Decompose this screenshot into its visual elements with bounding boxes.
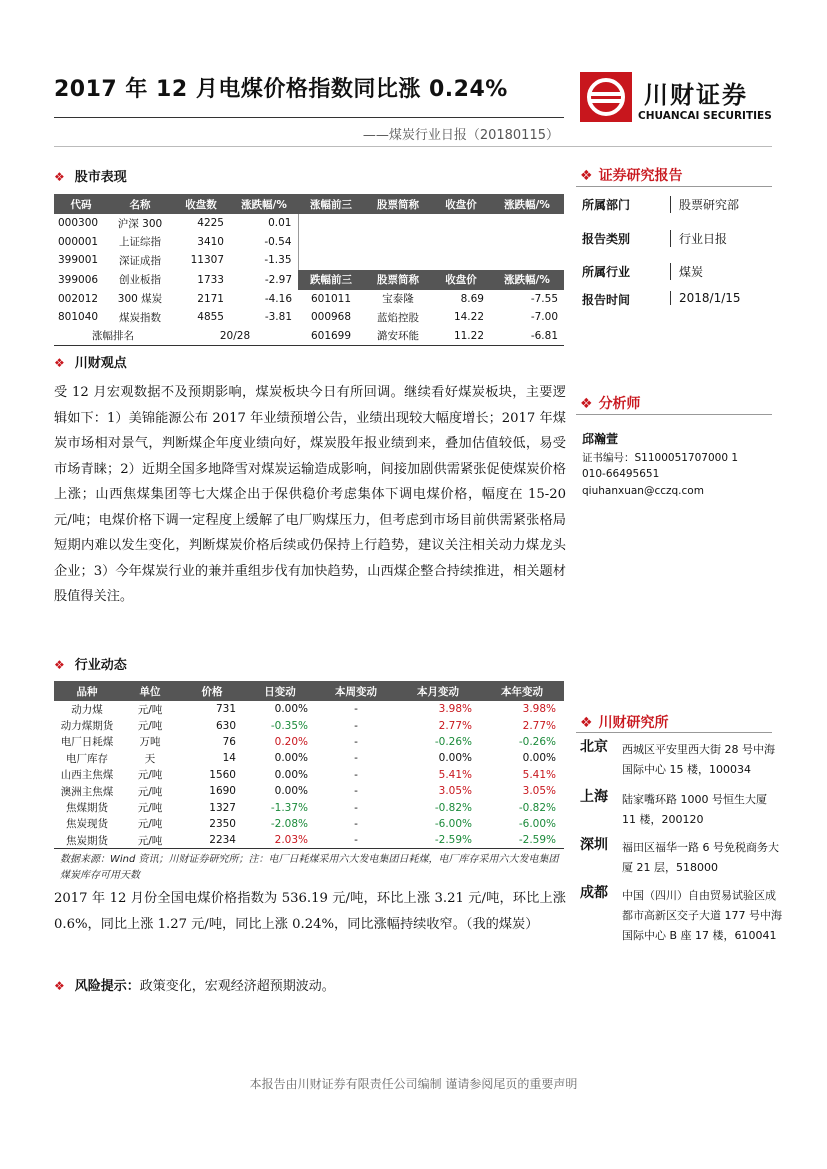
cell-price: 76 [222, 735, 236, 748]
table-row [54, 717, 564, 733]
section-market: ❖ 股市表现 [54, 170, 127, 185]
logo-english-name: CHUANCAI SECURITIES [638, 110, 772, 122]
cell-price: 1560 [209, 768, 236, 781]
cell-day: 0.20% [274, 735, 308, 748]
cell-week: - [354, 817, 358, 830]
cell-name: 焦煤期货 [66, 802, 108, 815]
cell-year: 2.77% [522, 719, 556, 732]
cell-price: 1327 [209, 801, 236, 814]
cell-week: - [354, 752, 358, 765]
col-header: 涨跌幅/% [490, 270, 564, 290]
company-logo-icon [580, 72, 632, 122]
cell-price: 731 [215, 703, 236, 716]
cell-week: - [354, 834, 358, 847]
cell-month: 2.77% [438, 719, 472, 732]
cell-price: 630 [215, 719, 236, 732]
col-header: 代码 [54, 194, 108, 214]
footer-disclaimer: 本报告由川财证券有限责任公司编制 谨请参阅尾页的重要声明 [249, 1077, 578, 1091]
price-paragraph: 2017 年 12 月份全国电煤价格指数为 536.19 元/吨，环比上涨 3.21 元/吨，环比上涨 0.6%，同比上涨 1.27 元/吨，同比上涨 0.24%，同比涨幅持续收窄。（我的煤炭） [54, 891, 566, 932]
header-rule [54, 146, 772, 147]
analyst-email[interactable]: qiuhanxuan@cczq.com [582, 485, 704, 497]
cell-week: - [354, 785, 358, 798]
table-row: 000300 沪深 300 4225 0.01 [54, 214, 564, 233]
diamond-bullet-icon: ❖ [580, 715, 593, 731]
col-header: 涨跌幅/% [230, 194, 298, 214]
cell-year: 3.98% [522, 703, 556, 716]
cell-day: 0.00% [274, 703, 308, 716]
cell-month: -2.59% [434, 834, 472, 847]
cell-unit: 元/吨 [137, 769, 163, 782]
title-rule [54, 117, 564, 118]
sidebar-analyst-head: ❖ 分析师 [580, 396, 641, 412]
cell-unit: 元/吨 [137, 720, 163, 733]
col-header: 品种 [54, 681, 120, 701]
cell-month: -0.26% [434, 735, 472, 748]
info-value: 股票研究部 [670, 196, 739, 213]
col-header: 收盘价 [432, 194, 490, 214]
table-row [54, 767, 564, 783]
col-header: 涨幅前三 [298, 194, 364, 214]
office-city: 北京 [580, 739, 608, 755]
cell-unit: 元/吨 [137, 818, 163, 831]
cell-unit: 元/吨 [137, 703, 163, 716]
table-row [54, 701, 564, 717]
cell-day: -2.08% [270, 817, 308, 830]
diamond-bullet-icon: ❖ [54, 979, 65, 993]
cell-month: 3.05% [438, 785, 472, 798]
sidebar-institute-head: ❖ 川财研究所 [580, 715, 669, 731]
diamond-bullet-icon: ❖ [580, 396, 593, 412]
cell-price: 1690 [209, 785, 236, 798]
cell-name: 山西主焦煤 [60, 769, 114, 782]
office-address: 陆家嘴环路 1000 号恒生大厦 11 楼，200120 [622, 793, 767, 826]
section-views: ❖ 川财观点 [54, 356, 127, 371]
cell-day: 0.00% [274, 752, 308, 765]
info-value: 2018/1/15 [670, 291, 741, 305]
cell-unit: 元/吨 [137, 802, 163, 815]
cell-year: -0.82% [518, 801, 556, 814]
cell-name: 动力煤期货 [60, 720, 114, 733]
col-header: 涨跌幅/% [490, 194, 564, 214]
cell-price: 2234 [209, 834, 236, 847]
office-city: 成都 [580, 885, 608, 901]
rank-label: 涨幅排名 [92, 330, 134, 342]
cell-day: 0.00% [274, 768, 308, 781]
col-header: 本年变动 [480, 681, 564, 701]
office-city: 深圳 [580, 837, 608, 853]
analyst-name: 邱瀚萱 [582, 432, 619, 446]
table-row: 801040 煤炭指数 4855 -3.81 000968 蓝焰控股 14.22 -7.00 [58, 311, 558, 324]
cell-unit: 元/吨 [137, 834, 163, 847]
info-label: 所属行业 [582, 265, 631, 279]
table-row [54, 816, 564, 832]
cell-name: 电厂库存 [66, 752, 108, 765]
cell-day: 2.03% [274, 834, 308, 847]
cell-year: 5.41% [522, 768, 556, 781]
office-city: 上海 [580, 789, 608, 805]
info-label: 报告时间 [582, 293, 631, 307]
cell-price: 2350 [209, 817, 236, 830]
info-label: 报告类别 [582, 232, 631, 246]
cell-name: 电厂日耗煤 [60, 736, 114, 749]
cell-month: -6.00% [434, 817, 472, 830]
cell-name: 动力煤 [71, 703, 103, 716]
cell-month: 5.41% [438, 768, 472, 781]
section-industry: ❖ 行业动态 [54, 658, 127, 673]
office-address: 西城区平安里西大街 28 号中海国际中心 15 楼，100034 [622, 743, 775, 776]
col-header: 单位 [120, 681, 180, 701]
table-row [54, 750, 564, 766]
table-row: 399006 创业板指 1733 -2.97 跌幅前三 股票简称 收盘价 涨跌幅/% [54, 270, 564, 290]
table-row: 399001 深证成指 11307 -1.35 [54, 251, 564, 270]
cell-day: -1.37% [270, 801, 308, 814]
cell-day: 0.00% [274, 785, 308, 798]
analyst-phone: 010-66495651 [582, 468, 660, 480]
col-header: 本月变动 [396, 681, 480, 701]
col-header: 收盘数 [172, 194, 230, 214]
industry-table [54, 681, 564, 849]
cell-year: -0.26% [518, 735, 556, 748]
col-header: 股票简称 [364, 194, 432, 214]
sidebar-report-head: ❖ 证券研究报告 [580, 168, 683, 184]
cell-week: - [354, 801, 358, 814]
table-row [54, 734, 564, 750]
cell-day: -0.35% [270, 719, 308, 732]
col-header: 价格 [180, 681, 244, 701]
cell-week: - [354, 768, 358, 781]
views-paragraph: 受 12 月宏观数据不及预期影响，煤炭板块今日有所回调。继续看好煤炭板块，主要逻辑如下：1）美锦能源公布 2017 年业绩预增公告，业绩出现较大幅度增长；2017 年煤炭市场相对景气，判断煤企年度业绩向好，煤炭股年报业绩到来，叠加估值较低，易受市场青睐；2）近期全国多地降雪对煤炭运输造成影响，间接加剧供需紧张促使煤炭价格上涨；山西焦煤集团等七大煤企出于保供稳价考虑集体下调电煤价格，幅度在 15-20 元/吨；电煤价格下调一定程度上缓解了电厂购煤压力，但考虑到市场目前供需紧张格局短期内难以发生变化，判断煤炭价格后续或仍保持上行趋势，建议关注相关动力煤龙头企业；3）今年煤炭行业的兼并重组步伐有加快趋势，山西煤企整合持续推进，相关题材股值得关注。 [54, 385, 566, 604]
info-label: 所属部门 [582, 198, 631, 212]
col-header: 跌幅前三 [298, 270, 364, 290]
col-header: 本周变动 [316, 681, 396, 701]
market-table-header [54, 194, 564, 214]
logo-name: 川财证券 [644, 81, 748, 109]
diamond-bullet-icon: ❖ [580, 168, 593, 184]
risk-warning: ❖ 风险提示：政策变化，宏观经济超预期波动。 [54, 979, 335, 994]
col-header: 收盘价 [432, 270, 490, 290]
cell-name: 焦炭现货 [66, 818, 108, 831]
office-address: 中国（四川）自由贸易试验区成都市高新区交子大道 177 号中海国际中心 B 座 17 楼，610041 [622, 889, 782, 942]
cell-name: 澳洲主焦煤 [60, 785, 114, 798]
cell-name: 焦炭期货 [66, 834, 108, 847]
market-table [54, 194, 564, 346]
table-row: 002012 300 煤炭 2171 -4.16 601011 宝泰隆 8.69 -7.55 [58, 292, 558, 306]
cell-week: - [354, 703, 358, 716]
cell-week: - [354, 735, 358, 748]
table-bottom-rule [54, 848, 564, 849]
table-row [54, 832, 564, 848]
cell-unit: 天 [144, 752, 156, 765]
rank-value: 20/28 [219, 329, 251, 342]
cell-month: 0.00% [438, 752, 472, 765]
cell-month: 3.98% [438, 703, 472, 716]
cell-year: -6.00% [518, 817, 556, 830]
industry-table-header [54, 681, 564, 701]
cell-year: 3.05% [522, 785, 556, 798]
cell-price: 14 [222, 752, 236, 765]
col-header: 日变动 [244, 681, 316, 701]
report-subtitle: ——煤炭行业日报（20180115） [362, 128, 559, 143]
table-row [54, 783, 564, 799]
table-row: 000001 上证综指 3410 -0.54 [54, 233, 564, 252]
info-value: 行业日报 [670, 230, 727, 247]
cell-unit: 元/吨 [137, 785, 163, 798]
table-row: 涨幅排名 20/28 601699 潞安环能 11.22 -6.81 [54, 327, 564, 346]
cell-month: -0.82% [434, 801, 472, 814]
industry-table-body [54, 701, 564, 849]
diamond-bullet-icon: ❖ [54, 658, 65, 672]
col-header: 名称 [108, 194, 172, 214]
cell-week: - [354, 719, 358, 732]
diamond-bullet-icon: ❖ [54, 170, 65, 184]
diamond-bullet-icon: ❖ [54, 356, 65, 370]
cell-unit: 万吨 [139, 736, 161, 749]
cell-year: 0.00% [522, 752, 556, 765]
report-title: 2017 年 12 月电煤价格指数同比涨 0.24% [54, 77, 508, 102]
data-source-note: 数据来源：Wind 资讯；川财证券研究所；注：电厂日耗煤采用六大发电集团日耗煤，电厂库存采用六大发电集团煤炭库存可用天数 [60, 854, 559, 881]
info-value: 煤炭 [670, 263, 703, 280]
col-header: 股票简称 [364, 270, 432, 290]
cell-year: -2.59% [518, 834, 556, 847]
table-row [54, 799, 564, 815]
analyst-cert: 证书编号：S1100051707000 1 [582, 452, 739, 464]
office-address: 福田区福华一路 6 号免税商务大厦 21 层，518000 [622, 841, 779, 874]
